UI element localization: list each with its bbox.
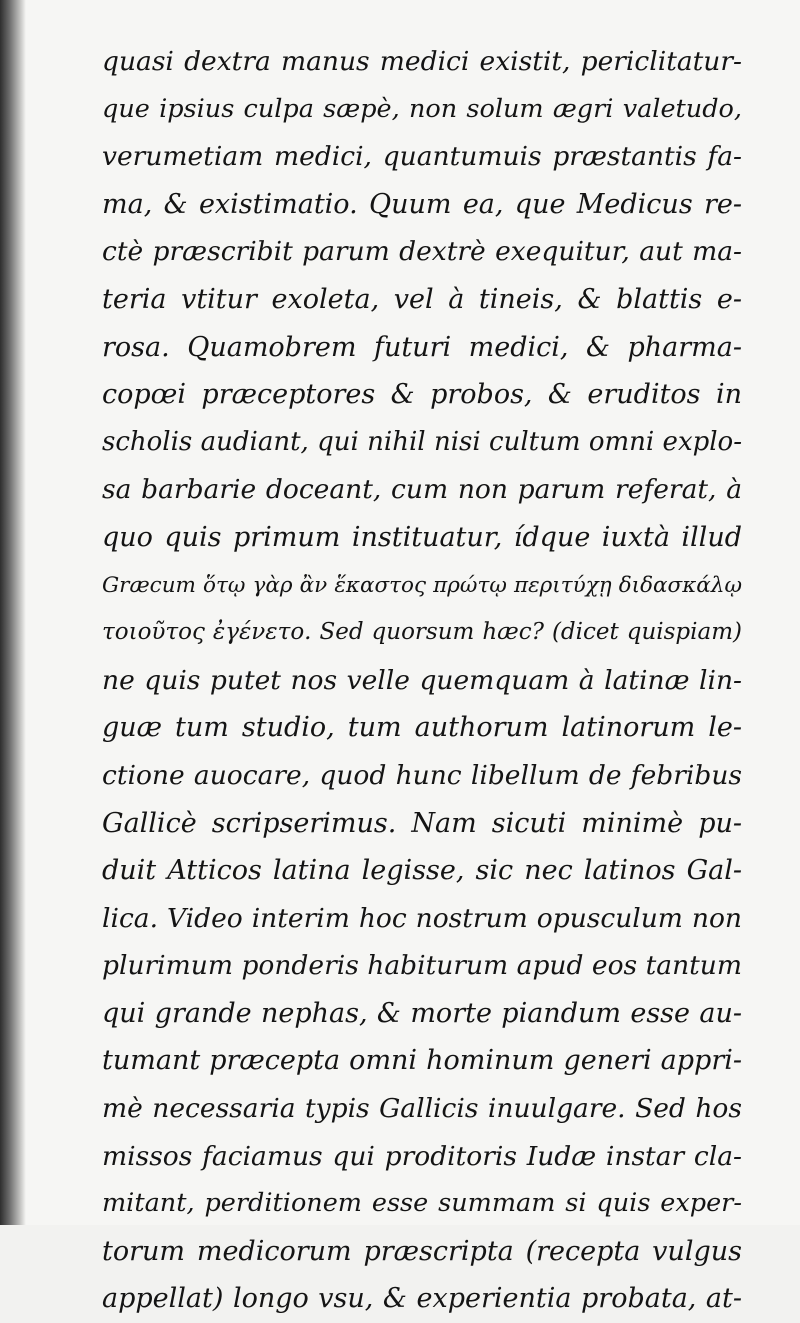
text-line-9: scholis audiant, qui nihil nisi cultum omni explo- (102, 426, 742, 457)
text-line-4: ma, & existimatio. Quum ea, que Medicus re- (102, 188, 742, 220)
text-line-16: ctione auocare, quod hunc libellum de febribus (102, 759, 742, 791)
binding-gutter-shadow (0, 0, 26, 1225)
text-line-18: duit Atticos latina legisse, sic nec latinos Gal- (102, 855, 742, 887)
text-line-2: que ipsius culpa sæpè, non solum ægri valetudo, (102, 93, 742, 124)
text-line-5: ctè præscribit parum dextrè exequitur, aut ma- (102, 236, 742, 268)
text-line-11: quo quis primum instituatur, ídque iuxtà illud (102, 521, 742, 553)
text-line-24: missos faciamus qui proditoris Iudæ instar cla- (102, 1140, 742, 1172)
text-line-19: lica. Video interim hoc nostrum opusculum non (102, 902, 742, 934)
text-line-3: verumetiam medici, quantumuis præstantis fa- (102, 141, 742, 173)
text-line-8: copœi præceptores & probos, & eruditos in (102, 379, 742, 411)
text-line-22: tumant præcepta omni hominum generi appri- (102, 1045, 742, 1077)
text-line-23: mè necessaria typis Gallicis inuulgare. Sed hos (102, 1093, 742, 1125)
text-line-6: teria vtitur exoleta, vel à tineis, & blattis e- (102, 283, 742, 315)
text-line-14: ne quis putet nos velle quemquam à latinæ lin- (102, 664, 742, 696)
text-line-10: sa barbarie doceant, cum non parum referat, à (102, 474, 742, 506)
text-line-27: appellat) longo vsu, & experientia probata, at- (102, 1283, 742, 1315)
text-line-15: guæ tum studio, tum authorum latinorum le- (102, 712, 742, 744)
text-line-21: qui grande nephas, & morte piandum esse au- (102, 997, 742, 1029)
text-line-17: Gallicè scripserimus. Nam sicuti minimè pu- (102, 807, 742, 839)
text-line-25: mitant, perditionem esse summam si quis exper- (102, 1188, 742, 1219)
text-line-20: plurimum ponderis habiturum apud eos tantum (102, 950, 742, 982)
text-line-7: rosa. Quamobrem futuri medici, & pharma- (102, 331, 742, 363)
text-line-12-greek: Græcum ὅτῳ γὰρ ἂν ἕκαστος πρώτῳ περιτύχῃ διδασκάλῳ (102, 572, 742, 598)
text-line-13: τοιοῦτος ἐγένετο. Sed quorsum hæc? (dicet quispiam) (102, 619, 742, 646)
body-text (102, 38, 742, 1323)
text-line-26: torum medicorum præscripta (recepta vulgus (102, 1235, 742, 1267)
text-line-1: quasi dextra manus medici existit, periclitatur- (102, 46, 742, 77)
